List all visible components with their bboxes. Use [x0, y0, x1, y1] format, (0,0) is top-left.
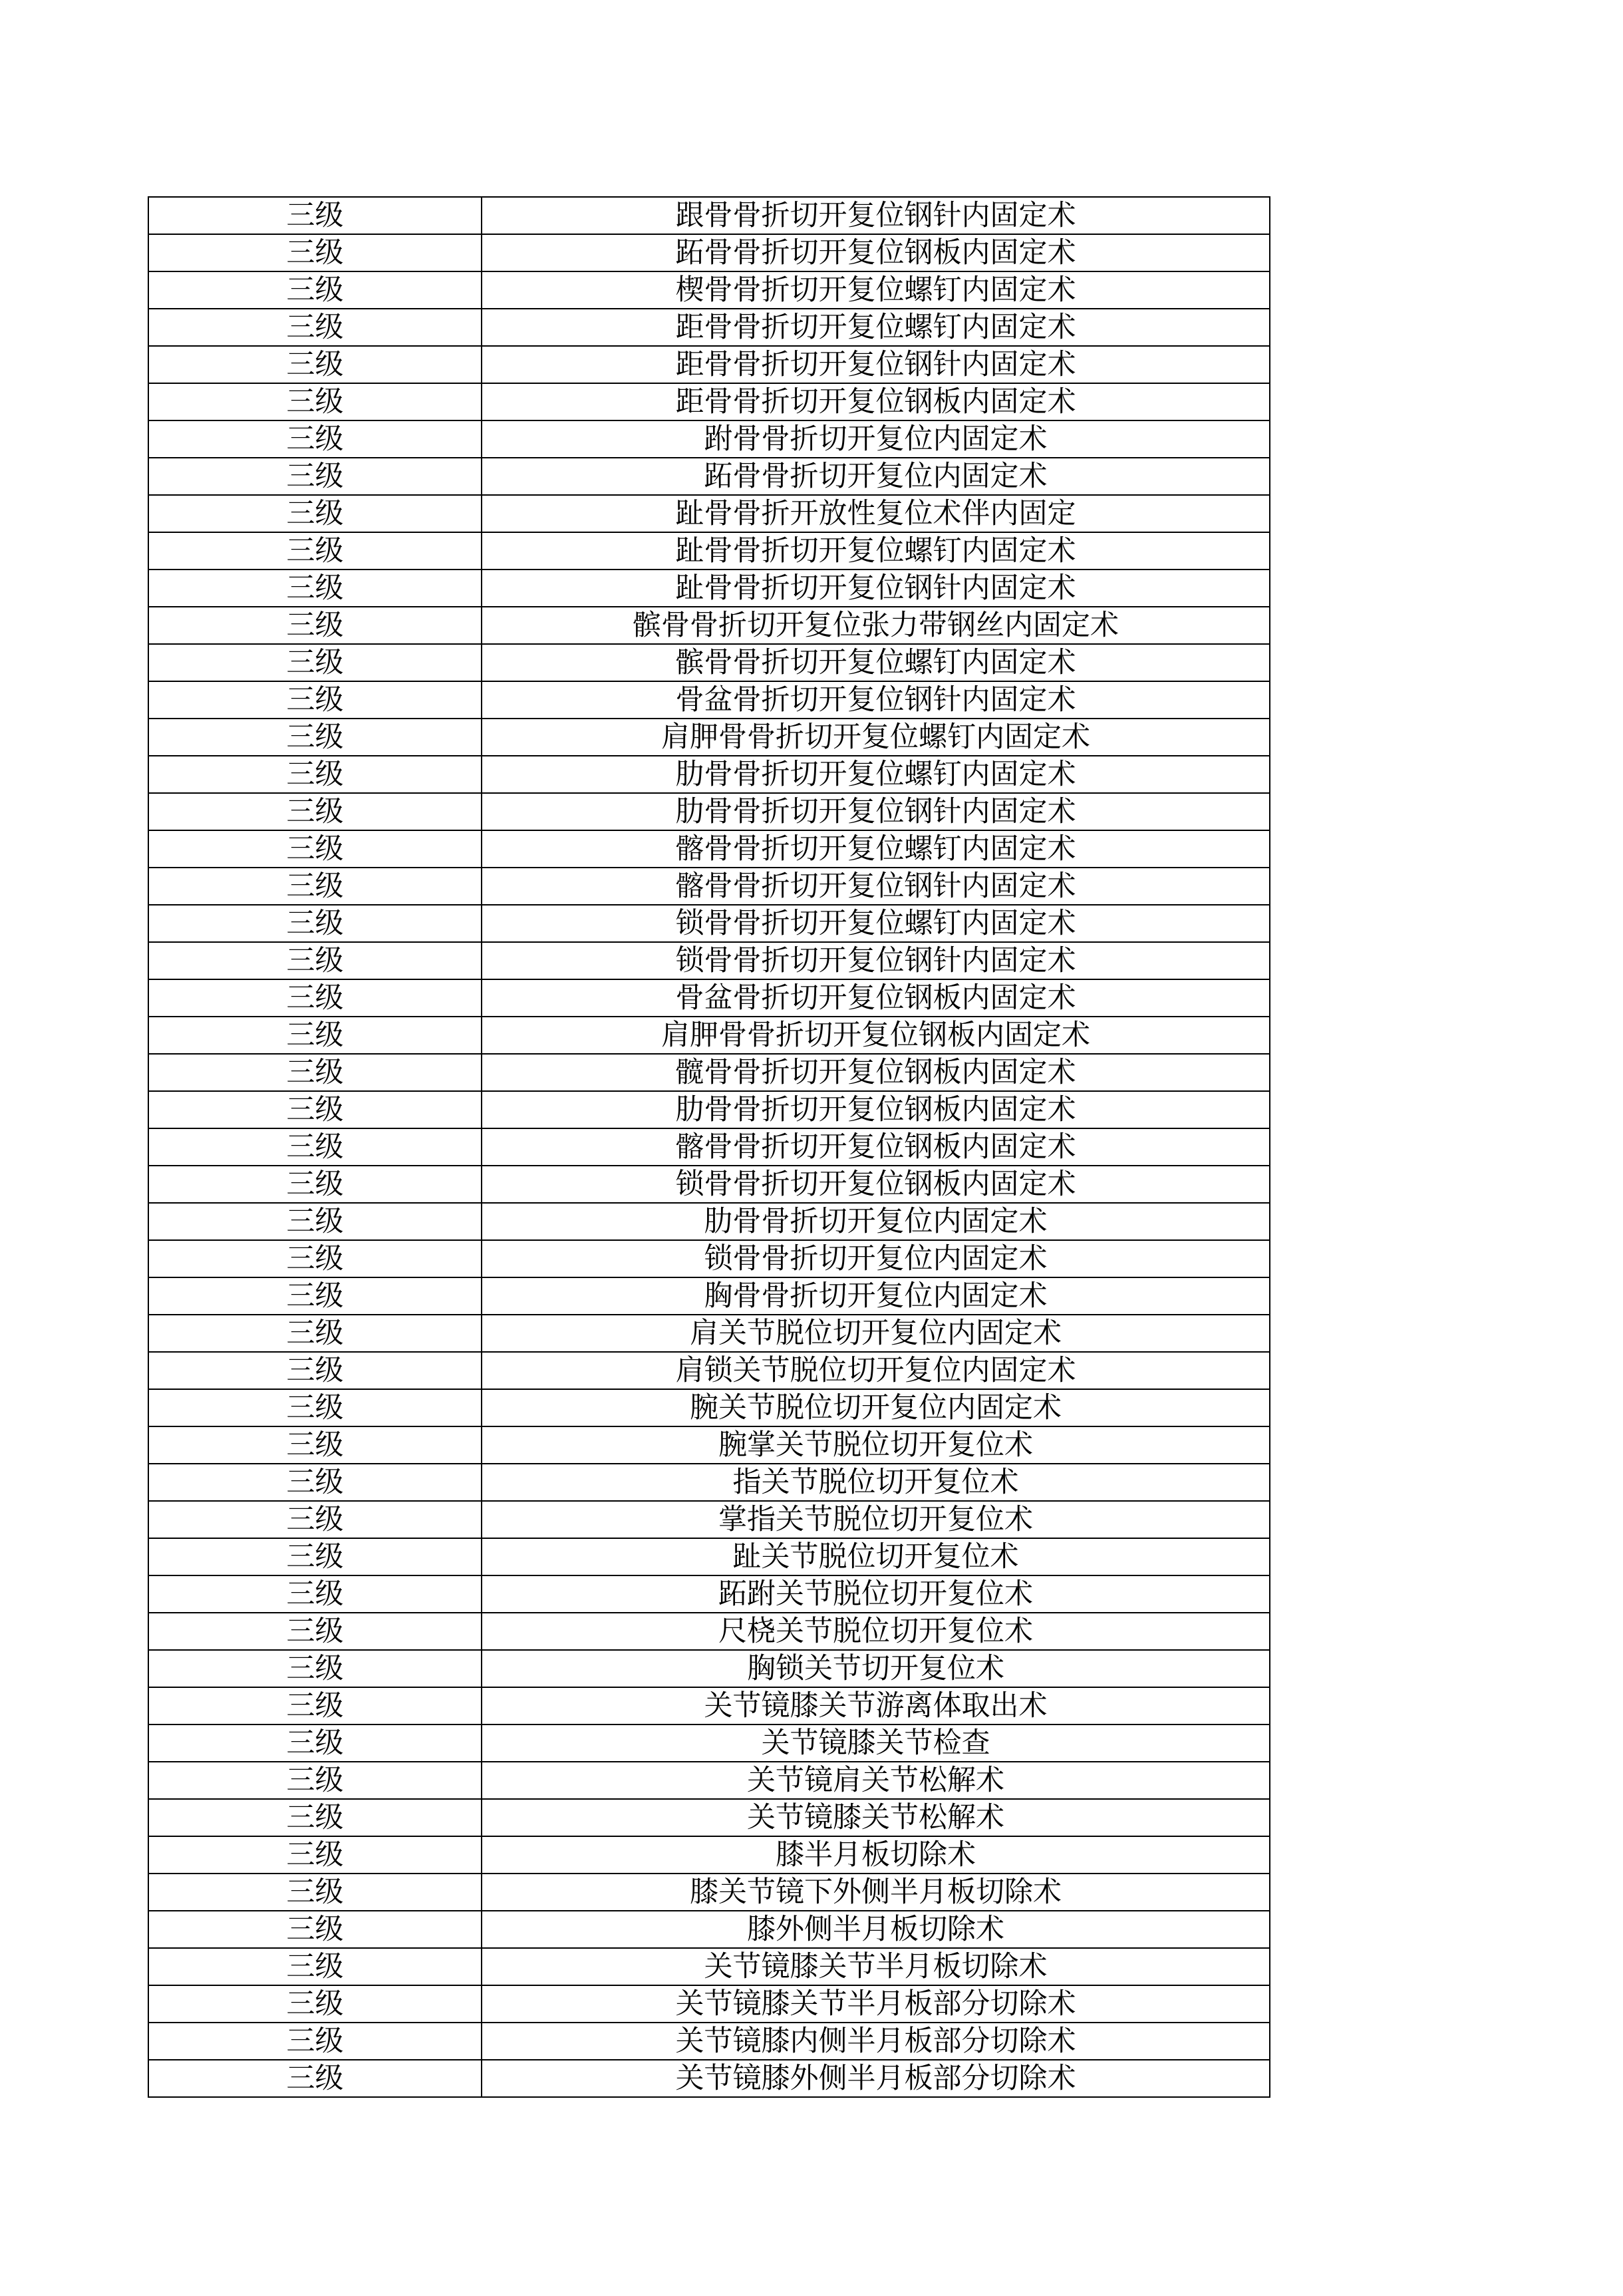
table-row	[148, 979, 1270, 1017]
procedure-name-cell: 锁骨骨折切开复位钢针内固定术	[482, 942, 1270, 979]
table-row	[148, 197, 1270, 234]
level-cell: 三级	[148, 1464, 482, 1501]
table-row	[148, 1650, 1270, 1687]
procedure-name-cell: 关节镜膝关节游离体取出术	[482, 1687, 1270, 1724]
table-row	[148, 1762, 1270, 1799]
procedure-name-cell: 跖骨骨折切开复位钢板内固定术	[482, 234, 1270, 271]
procedure-name-cell: 肩胛骨骨折切开复位钢板内固定术	[482, 1017, 1270, 1054]
procedure-name-cell: 尺桡关节脱位切开复位术	[482, 1613, 1270, 1650]
level-cell: 三级	[148, 1426, 482, 1464]
table-row	[148, 1985, 1270, 2023]
procedure-name-cell: 胸骨骨折切开复位内固定术	[482, 1277, 1270, 1315]
level-cell: 三级	[148, 458, 482, 495]
procedure-name-cell: 距骨骨折切开复位螺钉内固定术	[482, 309, 1270, 346]
table-row	[148, 1575, 1270, 1613]
level-cell: 三级	[148, 793, 482, 830]
table-row	[148, 2023, 1270, 2060]
table-row	[148, 793, 1270, 830]
procedure-name-cell: 关节镜肩关节松解术	[482, 1762, 1270, 1799]
table-row	[148, 1315, 1270, 1352]
procedure-name-cell: 趾骨骨折开放性复位术伴内固定	[482, 495, 1270, 532]
table-row	[148, 1799, 1270, 1836]
level-cell: 三级	[148, 1054, 482, 1091]
level-cell: 三级	[148, 1836, 482, 1874]
table-row	[148, 1836, 1270, 1874]
level-cell: 三级	[148, 2023, 482, 2060]
procedure-name-cell: 髌骨骨折切开复位螺钉内固定术	[482, 644, 1270, 681]
table-row	[148, 532, 1270, 570]
procedure-name-cell: 骨盆骨折切开复位钢板内固定术	[482, 979, 1270, 1017]
procedure-name-cell: 关节镜膝内侧半月板部分切除术	[482, 2023, 1270, 2060]
table-row	[148, 234, 1270, 271]
level-cell: 三级	[148, 1538, 482, 1575]
level-cell: 三级	[148, 1575, 482, 1613]
procedure-name-cell: 趾关节脱位切开复位术	[482, 1538, 1270, 1575]
level-cell: 三级	[148, 1166, 482, 1203]
procedure-name-cell: 关节镜膝关节半月板切除术	[482, 1948, 1270, 1985]
level-cell: 三级	[148, 1687, 482, 1724]
level-cell: 三级	[148, 1240, 482, 1277]
procedure-name-cell: 髂骨骨折切开复位螺钉内固定术	[482, 830, 1270, 868]
level-cell: 三级	[148, 1389, 482, 1426]
table-row	[148, 644, 1270, 681]
table-row	[148, 1128, 1270, 1166]
table-row	[148, 1240, 1270, 1277]
table-row	[148, 1426, 1270, 1464]
level-cell: 三级	[148, 681, 482, 719]
table-row	[148, 607, 1270, 644]
table-row	[148, 905, 1270, 942]
level-cell: 三级	[148, 234, 482, 271]
procedure-name-cell: 膝外侧半月板切除术	[482, 1911, 1270, 1948]
table-row	[148, 1911, 1270, 1948]
table-row	[148, 420, 1270, 458]
level-cell: 三级	[148, 1985, 482, 2023]
procedure-name-cell: 跟骨骨折切开复位钢针内固定术	[482, 197, 1270, 234]
level-cell: 三级	[148, 942, 482, 979]
level-cell: 三级	[148, 1762, 482, 1799]
procedure-table	[148, 196, 1270, 2098]
table-row	[148, 830, 1270, 868]
level-cell: 三级	[148, 570, 482, 607]
level-cell: 三级	[148, 309, 482, 346]
procedure-name-cell: 肋骨骨折切开复位内固定术	[482, 1203, 1270, 1240]
procedure-name-cell: 距骨骨折切开复位钢针内固定术	[482, 346, 1270, 383]
level-cell: 三级	[148, 1613, 482, 1650]
level-cell: 三级	[148, 1128, 482, 1166]
table-row	[148, 681, 1270, 719]
table-row	[148, 1501, 1270, 1538]
level-cell: 三级	[148, 346, 482, 383]
procedure-name-cell: 髂骨骨折切开复位钢板内固定术	[482, 1128, 1270, 1166]
procedure-name-cell: 趾骨骨折切开复位钢针内固定术	[482, 570, 1270, 607]
procedure-name-cell: 肩胛骨骨折切开复位螺钉内固定术	[482, 719, 1270, 756]
procedure-name-cell: 腕掌关节脱位切开复位术	[482, 1426, 1270, 1464]
table-row	[148, 1091, 1270, 1128]
table-row	[148, 1166, 1270, 1203]
table-row	[148, 1538, 1270, 1575]
level-cell: 三级	[148, 756, 482, 793]
level-cell: 三级	[148, 1650, 482, 1687]
level-cell: 三级	[148, 495, 482, 532]
level-cell: 三级	[148, 420, 482, 458]
level-cell: 三级	[148, 532, 482, 570]
procedure-name-cell: 关节镜膝关节检查	[482, 1724, 1270, 1762]
table-row	[148, 1277, 1270, 1315]
table-row	[148, 346, 1270, 383]
procedure-name-cell: 骨盆骨折切开复位钢针内固定术	[482, 681, 1270, 719]
procedure-name-cell: 掌指关节脱位切开复位术	[482, 1501, 1270, 1538]
level-cell: 三级	[148, 1017, 482, 1054]
level-cell: 三级	[148, 1724, 482, 1762]
level-cell: 三级	[148, 868, 482, 905]
level-cell: 三级	[148, 1352, 482, 1389]
table-row	[148, 868, 1270, 905]
procedure-name-cell: 肋骨骨折切开复位钢板内固定术	[482, 1091, 1270, 1128]
procedure-name-cell: 肋骨骨折切开复位螺钉内固定术	[482, 756, 1270, 793]
procedure-name-cell: 趾骨骨折切开复位螺钉内固定术	[482, 532, 1270, 570]
procedure-name-cell: 肋骨骨折切开复位钢针内固定术	[482, 793, 1270, 830]
table-row	[148, 1352, 1270, 1389]
procedure-name-cell: 关节镜膝关节半月板部分切除术	[482, 1985, 1270, 2023]
procedure-name-cell: 锁骨骨折切开复位螺钉内固定术	[482, 905, 1270, 942]
procedure-name-cell: 髂骨骨折切开复位钢针内固定术	[482, 868, 1270, 905]
procedure-name-cell: 髌骨骨折切开复位张力带钢丝内固定术	[482, 607, 1270, 644]
level-cell: 三级	[148, 1501, 482, 1538]
level-cell: 三级	[148, 1091, 482, 1128]
level-cell: 三级	[148, 1874, 482, 1911]
level-cell: 三级	[148, 719, 482, 756]
procedure-name-cell: 膝关节镜下外侧半月板切除术	[482, 1874, 1270, 1911]
procedure-name-cell: 髋骨骨折切开复位钢板内固定术	[482, 1054, 1270, 1091]
level-cell: 三级	[148, 383, 482, 420]
procedure-table-body	[148, 197, 1270, 2097]
table-row	[148, 2060, 1270, 2097]
table-row	[148, 942, 1270, 979]
table-row	[148, 271, 1270, 309]
table-row	[148, 1389, 1270, 1426]
level-cell: 三级	[148, 1203, 482, 1240]
procedure-name-cell: 腕关节脱位切开复位内固定术	[482, 1389, 1270, 1426]
table-row	[148, 719, 1270, 756]
procedure-name-cell: 锁骨骨折切开复位钢板内固定术	[482, 1166, 1270, 1203]
procedure-name-cell: 距骨骨折切开复位钢板内固定术	[482, 383, 1270, 420]
level-cell: 三级	[148, 607, 482, 644]
level-cell: 三级	[148, 644, 482, 681]
table-row	[148, 1874, 1270, 1911]
table-row	[148, 1687, 1270, 1724]
table-row	[148, 383, 1270, 420]
table-row	[148, 495, 1270, 532]
table-row	[148, 756, 1270, 793]
table-row	[148, 1203, 1270, 1240]
level-cell: 三级	[148, 1315, 482, 1352]
level-cell: 三级	[148, 1911, 482, 1948]
level-cell: 三级	[148, 197, 482, 234]
table-row	[148, 458, 1270, 495]
table-row	[148, 570, 1270, 607]
table-row	[148, 1017, 1270, 1054]
procedure-name-cell: 楔骨骨折切开复位螺钉内固定术	[482, 271, 1270, 309]
procedure-name-cell: 肩锁关节脱位切开复位内固定术	[482, 1352, 1270, 1389]
procedure-name-cell: 胸锁关节切开复位术	[482, 1650, 1270, 1687]
procedure-name-cell: 关节镜膝外侧半月板部分切除术	[482, 2060, 1270, 2097]
level-cell: 三级	[148, 1948, 482, 1985]
table-row	[148, 1948, 1270, 1985]
level-cell: 三级	[148, 979, 482, 1017]
table-row	[148, 1054, 1270, 1091]
procedure-name-cell: 跖骨骨折切开复位内固定术	[482, 458, 1270, 495]
table-row	[148, 309, 1270, 346]
level-cell: 三级	[148, 905, 482, 942]
procedure-name-cell: 跖跗关节脱位切开复位术	[482, 1575, 1270, 1613]
procedure-name-cell: 跗骨骨折切开复位内固定术	[482, 420, 1270, 458]
procedure-name-cell: 膝半月板切除术	[482, 1836, 1270, 1874]
level-cell: 三级	[148, 1277, 482, 1315]
procedure-name-cell: 指关节脱位切开复位术	[482, 1464, 1270, 1501]
procedure-name-cell: 肩关节脱位切开复位内固定术	[482, 1315, 1270, 1352]
table-row	[148, 1724, 1270, 1762]
procedure-name-cell: 关节镜膝关节松解术	[482, 1799, 1270, 1836]
table-row	[148, 1464, 1270, 1501]
level-cell: 三级	[148, 271, 482, 309]
table-row	[148, 1613, 1270, 1650]
level-cell: 三级	[148, 830, 482, 868]
level-cell: 三级	[148, 1799, 482, 1836]
procedure-name-cell: 锁骨骨折切开复位内固定术	[482, 1240, 1270, 1277]
level-cell: 三级	[148, 2060, 482, 2097]
